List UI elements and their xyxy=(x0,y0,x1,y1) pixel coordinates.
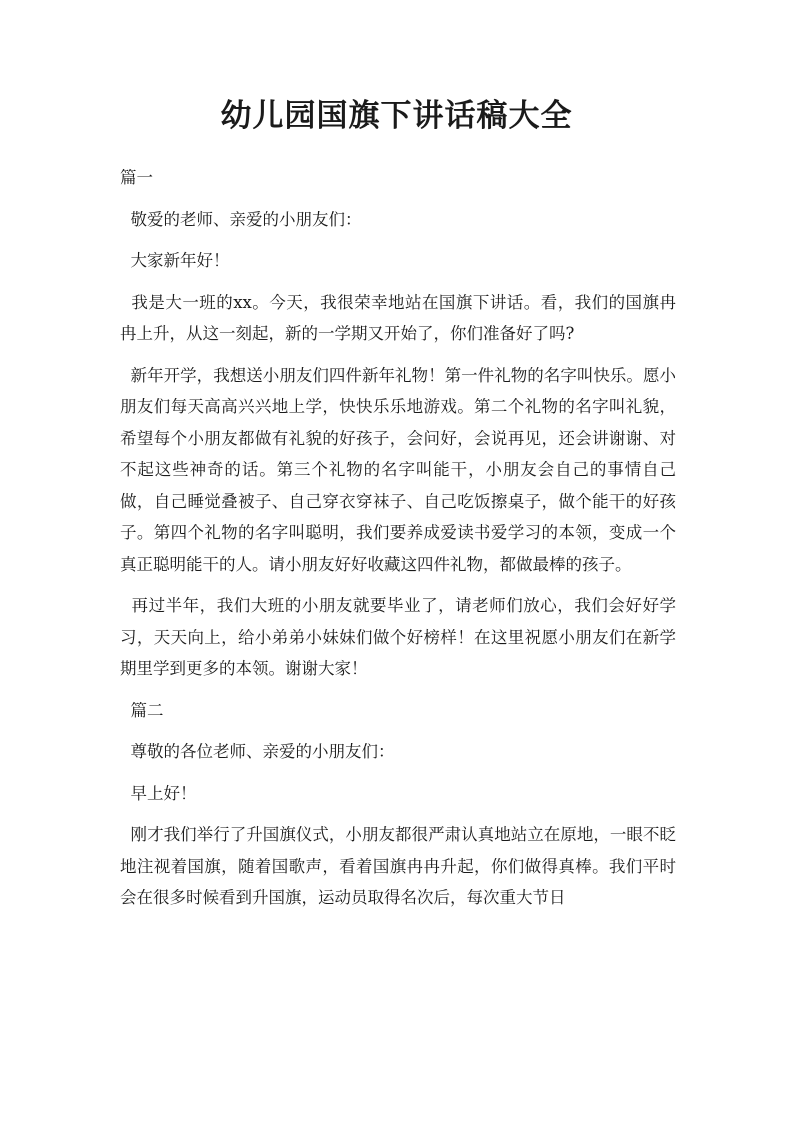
section-heading-1: 篇一 xyxy=(120,168,153,187)
document-body xyxy=(120,162,676,914)
section-heading-2: 篇二 xyxy=(120,700,164,720)
paragraph-closing-1: 再过半年，我们大班的小朋友就要毕业了，请老师们放心，我们会好好学习，天天向上，给小弟弟小妹妹们做个好榜样！在这里祝愿小朋友们在新学期里学到更多的本领。谢谢大家！ xyxy=(120,596,676,678)
paragraph-intro: 我是大一班的xx。今天，我很荣幸地站在国旗下讲话。看，我们的国旗冉冉上升，从这一刻起，新的一学期又开始了，你们准备好了吗? xyxy=(120,292,676,343)
paragraph-salutation-1: 敬爱的老师、亲爱的小朋友们： xyxy=(120,209,362,229)
document-title: 幼儿园国旗下讲话稿大全 xyxy=(220,98,573,134)
paragraph-greeting-2: 早上好！ xyxy=(120,783,197,803)
paragraph-greeting-1: 大家新年好！ xyxy=(120,251,230,270)
paragraph-salutation-2: 尊敬的各位老师、亲爱的小朋友们： xyxy=(120,742,395,761)
paragraph-gifts: 新年开学，我想送小朋友们四件新年礼物！第一件礼物的名字叫快乐。愿小朋友们每天高高兴兴地上学，快快乐乐地游戏。第二个礼物的名字叫礼貌，希望每个小朋友都做有礼貌的好孩子，会问好，会说再见，还会讲谢谢、对不起这些神奇的话。第三个礼物的名字叫能干，小朋友会自己的事情自己做，自己睡觉叠被子、自己穿衣穿袜子、自己吃饭擦桌子，做个能干的好孩子。第四个礼物的名字叫聪明，我们要养成爱读书爱学习的本领，变成一个真正聪明能干的人。请小朋友好好收藏这四件礼物，都做最棒的孩子。 xyxy=(120,365,676,574)
paragraph-flag-ceremony: 刚才我们举行了升国旗仪式，小朋友都很严肃认真地站立在原地，一眼不眨地注视着国旗，随着国歌声，看着国旗冉冉升起，你们做得真棒。我们平时会在很多时候看到升国旗，运动员取得名次后，每次重大节日 xyxy=(120,825,676,907)
